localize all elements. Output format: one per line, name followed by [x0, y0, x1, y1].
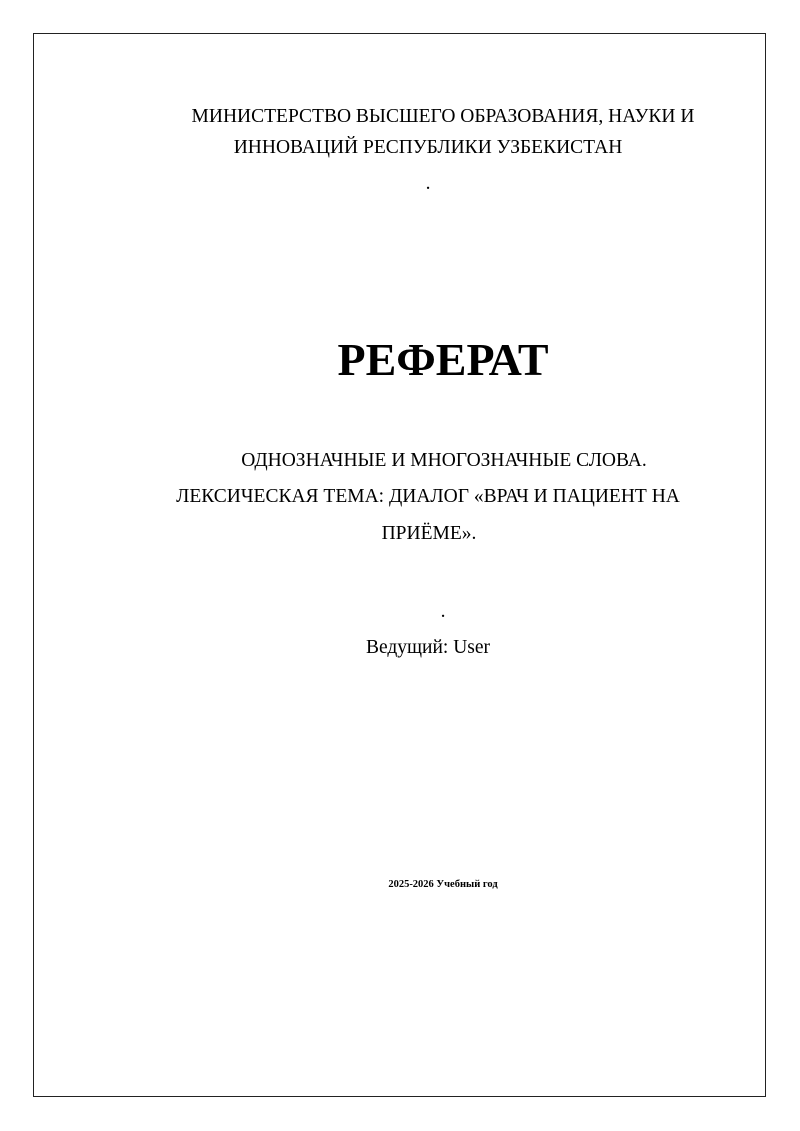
ministry-line-1: МИНИСТЕРСТВО ВЫСШЕГО ОБРАЗОВАНИЯ, НАУКИ И: [191, 106, 695, 127]
document-title: РЕФЕРАТ: [337, 334, 549, 385]
topic-line-3: ПРИЁМЕ».: [381, 523, 477, 544]
header-dot: .: [425, 173, 431, 194]
academic-year: 2025-2026 Учебный год: [388, 879, 498, 890]
presenter-label: Ведущий: User: [365, 637, 491, 658]
topic-line-1: ОДНОЗНАЧНЫЕ И МНОГОЗНАЧНЫЕ СЛОВА.: [241, 450, 647, 471]
ministry-line-2: ИННОВАЦИЙ РЕСПУБЛИКИ УЗБЕКИСТАН: [233, 137, 623, 158]
topic-line-2: ЛЕКСИЧЕСКАЯ ТЕМА: ДИАЛОГ «ВРАЧ И ПАЦИЕНТ НА: [176, 486, 680, 507]
presenter-dot: .: [440, 601, 446, 622]
